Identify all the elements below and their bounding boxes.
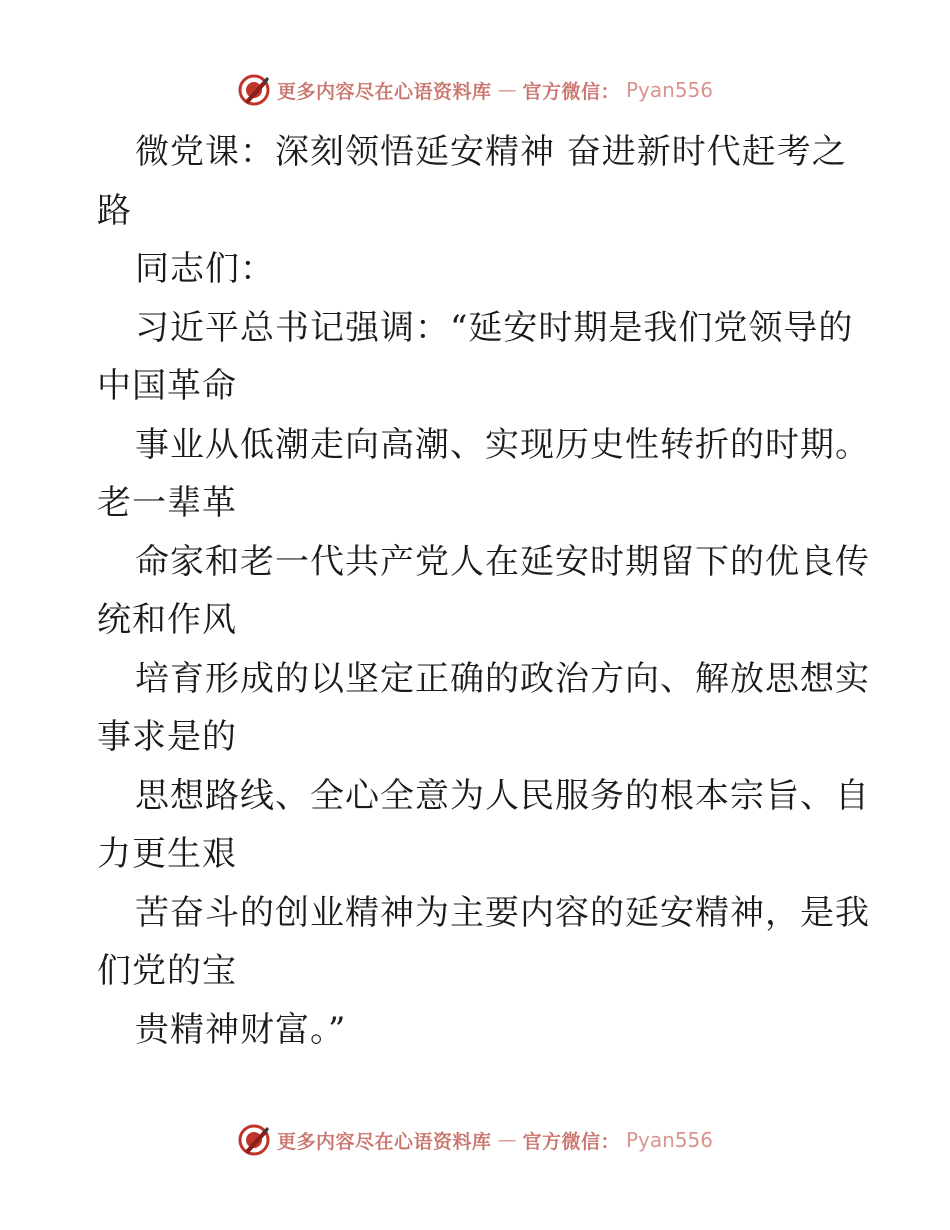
watermark-label: 官方微信： — [522, 1130, 620, 1153]
text-line: 同志们： — [135, 249, 275, 289]
document-body — [97, 123, 870, 1059]
text-line: 微党课：深刻领悟延安精神 奋进新时代赶考之 — [135, 132, 847, 172]
text-line: 力更生艰 — [97, 834, 237, 874]
watermark-id: Pyan556 — [626, 1128, 714, 1152]
text-line: 中国革命 — [97, 366, 237, 406]
watermark-dash: — — [497, 79, 517, 101]
text-line: 命家和老一代共产党人在延安时期留下的优良传 — [135, 541, 870, 582]
text-line: 贵精神财富。” — [135, 1009, 347, 1050]
text-line: 苦奋斗的创业精神为主要内容的延安精神，是我 — [135, 892, 870, 933]
text-line: 事业从低潮走向高潮、实现历史性转折的时期。 — [135, 424, 870, 465]
watermark-footer — [0, 1120, 950, 1160]
text-line: 思想路线、全心全意为人民服务的根本宗旨、自 — [135, 775, 870, 816]
watermark-text: 更多内容尽在心语资料库 — [276, 80, 492, 103]
pen-logo-icon — [237, 1123, 271, 1157]
text-line: 统和作风 — [97, 600, 237, 640]
watermark-id: Pyan556 — [626, 78, 714, 102]
text-line: 路 — [97, 190, 132, 231]
watermark-dash: — — [497, 1129, 517, 1151]
watermark-text: 更多内容尽在心语资料库 — [276, 1130, 492, 1153]
pen-logo-icon — [237, 73, 271, 107]
text-line: 习近平总书记强调：“延安时期是我们党领导的 — [135, 307, 854, 348]
text-line: 们党的宝 — [97, 951, 237, 991]
watermark-label: 官方微信： — [522, 80, 620, 103]
text-line: 培育形成的以坚定正确的政治方向、解放思想实 — [135, 658, 870, 699]
text-line: 事求是的 — [97, 717, 237, 757]
watermark-header — [0, 70, 950, 110]
text-line: 老一辈革 — [97, 483, 237, 523]
